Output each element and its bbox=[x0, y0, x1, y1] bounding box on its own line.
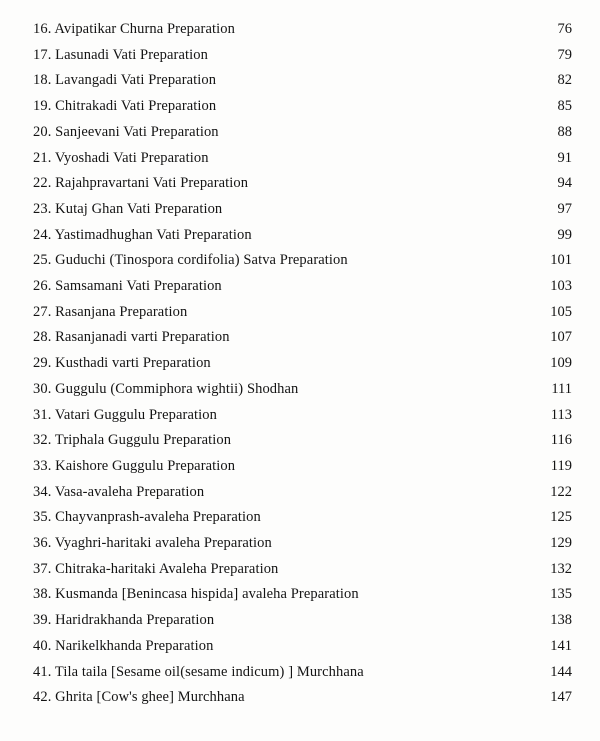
toc-entry-page: 132 bbox=[550, 560, 572, 577]
toc-entry-label: 20. Sanjeevani Vati Preparation bbox=[33, 123, 219, 140]
toc-entry bbox=[33, 454, 572, 480]
toc-entry-page: 101 bbox=[550, 252, 572, 269]
toc-entry-label: 27. Rasanjana Preparation bbox=[33, 303, 188, 320]
toc-entry-label: 41. Tila taila [Sesame oil(sesame indicum) ] Murchhana bbox=[33, 663, 364, 680]
toc-entry-page: 88 bbox=[557, 123, 572, 140]
toc-entry-label: 37. Chitraka-haritaki Avaleha Preparation bbox=[33, 560, 279, 577]
toc-entry-label: 22. Rajahpravartani Vati Preparation bbox=[33, 175, 249, 192]
toc-entry-page: 119 bbox=[550, 457, 572, 474]
toc-entry-page: 113 bbox=[550, 406, 572, 423]
toc-entry-label: 23. Kutaj Ghan Vati Preparation bbox=[33, 200, 223, 217]
toc-entry-label: 34. Vasa-avaleha Preparation bbox=[33, 483, 205, 500]
toc-entry-label: 36. Vyaghri-haritaki avaleha Preparation bbox=[33, 535, 272, 552]
toc-entry bbox=[33, 582, 572, 608]
toc-entry bbox=[33, 68, 572, 94]
toc-entry-label: 35. Chayvanprash-avaleha Preparation bbox=[33, 509, 261, 526]
toc-entry-page: 147 bbox=[550, 689, 572, 706]
toc-entry bbox=[33, 223, 572, 249]
toc-entry bbox=[33, 505, 572, 531]
toc-entry-label: 17. Lasunadi Vati Preparation bbox=[33, 46, 208, 63]
toc-entry bbox=[33, 248, 572, 274]
toc-entry bbox=[33, 17, 572, 43]
toc-entry-label: 30. Guggulu (Commiphora wightii) Shodhan bbox=[33, 380, 299, 397]
toc-entry-label: 29. Kusthadi varti Preparation bbox=[33, 355, 211, 372]
toc-entry-label: 26. Samsamani Vati Preparation bbox=[33, 278, 222, 295]
toc-entry-label: 33. Kaishore Guggulu Preparation bbox=[33, 457, 236, 474]
toc-entry bbox=[33, 197, 572, 223]
toc-entry-page: 116 bbox=[550, 432, 572, 449]
toc-entry bbox=[33, 685, 572, 711]
toc-entry-page: 138 bbox=[550, 612, 572, 629]
toc-entry-page: 107 bbox=[550, 329, 572, 346]
toc-entry-page: 125 bbox=[550, 509, 572, 526]
toc-entry bbox=[33, 325, 572, 351]
toc-entry bbox=[33, 403, 572, 429]
toc-entry bbox=[33, 300, 572, 326]
toc-entry-page: 109 bbox=[550, 355, 572, 372]
toc-entry-label: 28. Rasanjanadi varti Preparation bbox=[33, 329, 230, 346]
toc-entry bbox=[33, 351, 572, 377]
toc-entry-label: 40. Narikelkhanda Preparation bbox=[33, 637, 214, 654]
toc-entry bbox=[33, 608, 572, 634]
toc-entry-page: 97 bbox=[557, 200, 572, 217]
toc-entry-page: 79 bbox=[557, 46, 572, 63]
toc-entry-label: 31. Vatari Guggulu Preparation bbox=[33, 406, 217, 423]
toc-entry-page: 91 bbox=[557, 149, 572, 166]
toc-entry bbox=[33, 377, 572, 403]
toc-entry-page: 76 bbox=[557, 21, 572, 37]
toc-entry-page: 141 bbox=[550, 637, 572, 654]
toc-entry-page: 135 bbox=[550, 586, 572, 603]
toc-entry-label: 19. Chitrakadi Vati Preparation bbox=[33, 98, 217, 115]
toc-entry-page: 105 bbox=[550, 303, 572, 320]
toc-entry-label: 38. Kusmanda [Benincasa hispida] avaleha Preparation bbox=[33, 586, 359, 603]
toc-entry bbox=[33, 120, 572, 146]
toc-entry bbox=[33, 94, 572, 120]
toc-entry-label: 16. Avipatikar Churna Preparation bbox=[33, 21, 235, 37]
toc-entry-page: 122 bbox=[550, 483, 572, 500]
toc-entry bbox=[33, 171, 572, 197]
toc-entry-label: 25. Guduchi (Tinospora cordifolia) Satva Preparation bbox=[33, 252, 348, 269]
toc-entry bbox=[33, 428, 572, 454]
toc-entry-label: 21. Vyoshadi Vati Preparation bbox=[33, 149, 209, 166]
table-of-contents bbox=[33, 17, 572, 711]
toc-entry-label: 18. Lavangadi Vati Preparation bbox=[33, 72, 217, 89]
toc-entry bbox=[33, 531, 572, 557]
toc-entry-page: 85 bbox=[557, 98, 572, 115]
toc-entry-page: 129 bbox=[550, 535, 572, 552]
toc-entry-page: 82 bbox=[557, 72, 572, 89]
toc-entry-label: 32. Triphala Guggulu Preparation bbox=[33, 432, 232, 449]
toc-entry bbox=[33, 557, 572, 583]
toc-entry-page: 99 bbox=[557, 226, 572, 243]
toc-entry bbox=[33, 146, 572, 172]
toc-entry bbox=[33, 274, 572, 300]
toc-entry-label: 24. Yastimadhughan Vati Preparation bbox=[33, 226, 252, 243]
toc-entry bbox=[33, 480, 572, 506]
toc-entry-page: 144 bbox=[550, 663, 572, 680]
toc-entry-page: 111 bbox=[551, 380, 572, 397]
toc-entry-label: 39. Haridrakhanda Preparation bbox=[33, 612, 215, 629]
toc-entry bbox=[33, 43, 572, 69]
toc-entry-label: 42. Ghrita [Cow's ghee] Murchhana bbox=[33, 689, 245, 706]
toc-entry-page: 94 bbox=[557, 175, 572, 192]
toc-entry-page: 103 bbox=[550, 278, 572, 295]
toc-entry bbox=[33, 660, 572, 686]
toc-entry bbox=[33, 634, 572, 660]
